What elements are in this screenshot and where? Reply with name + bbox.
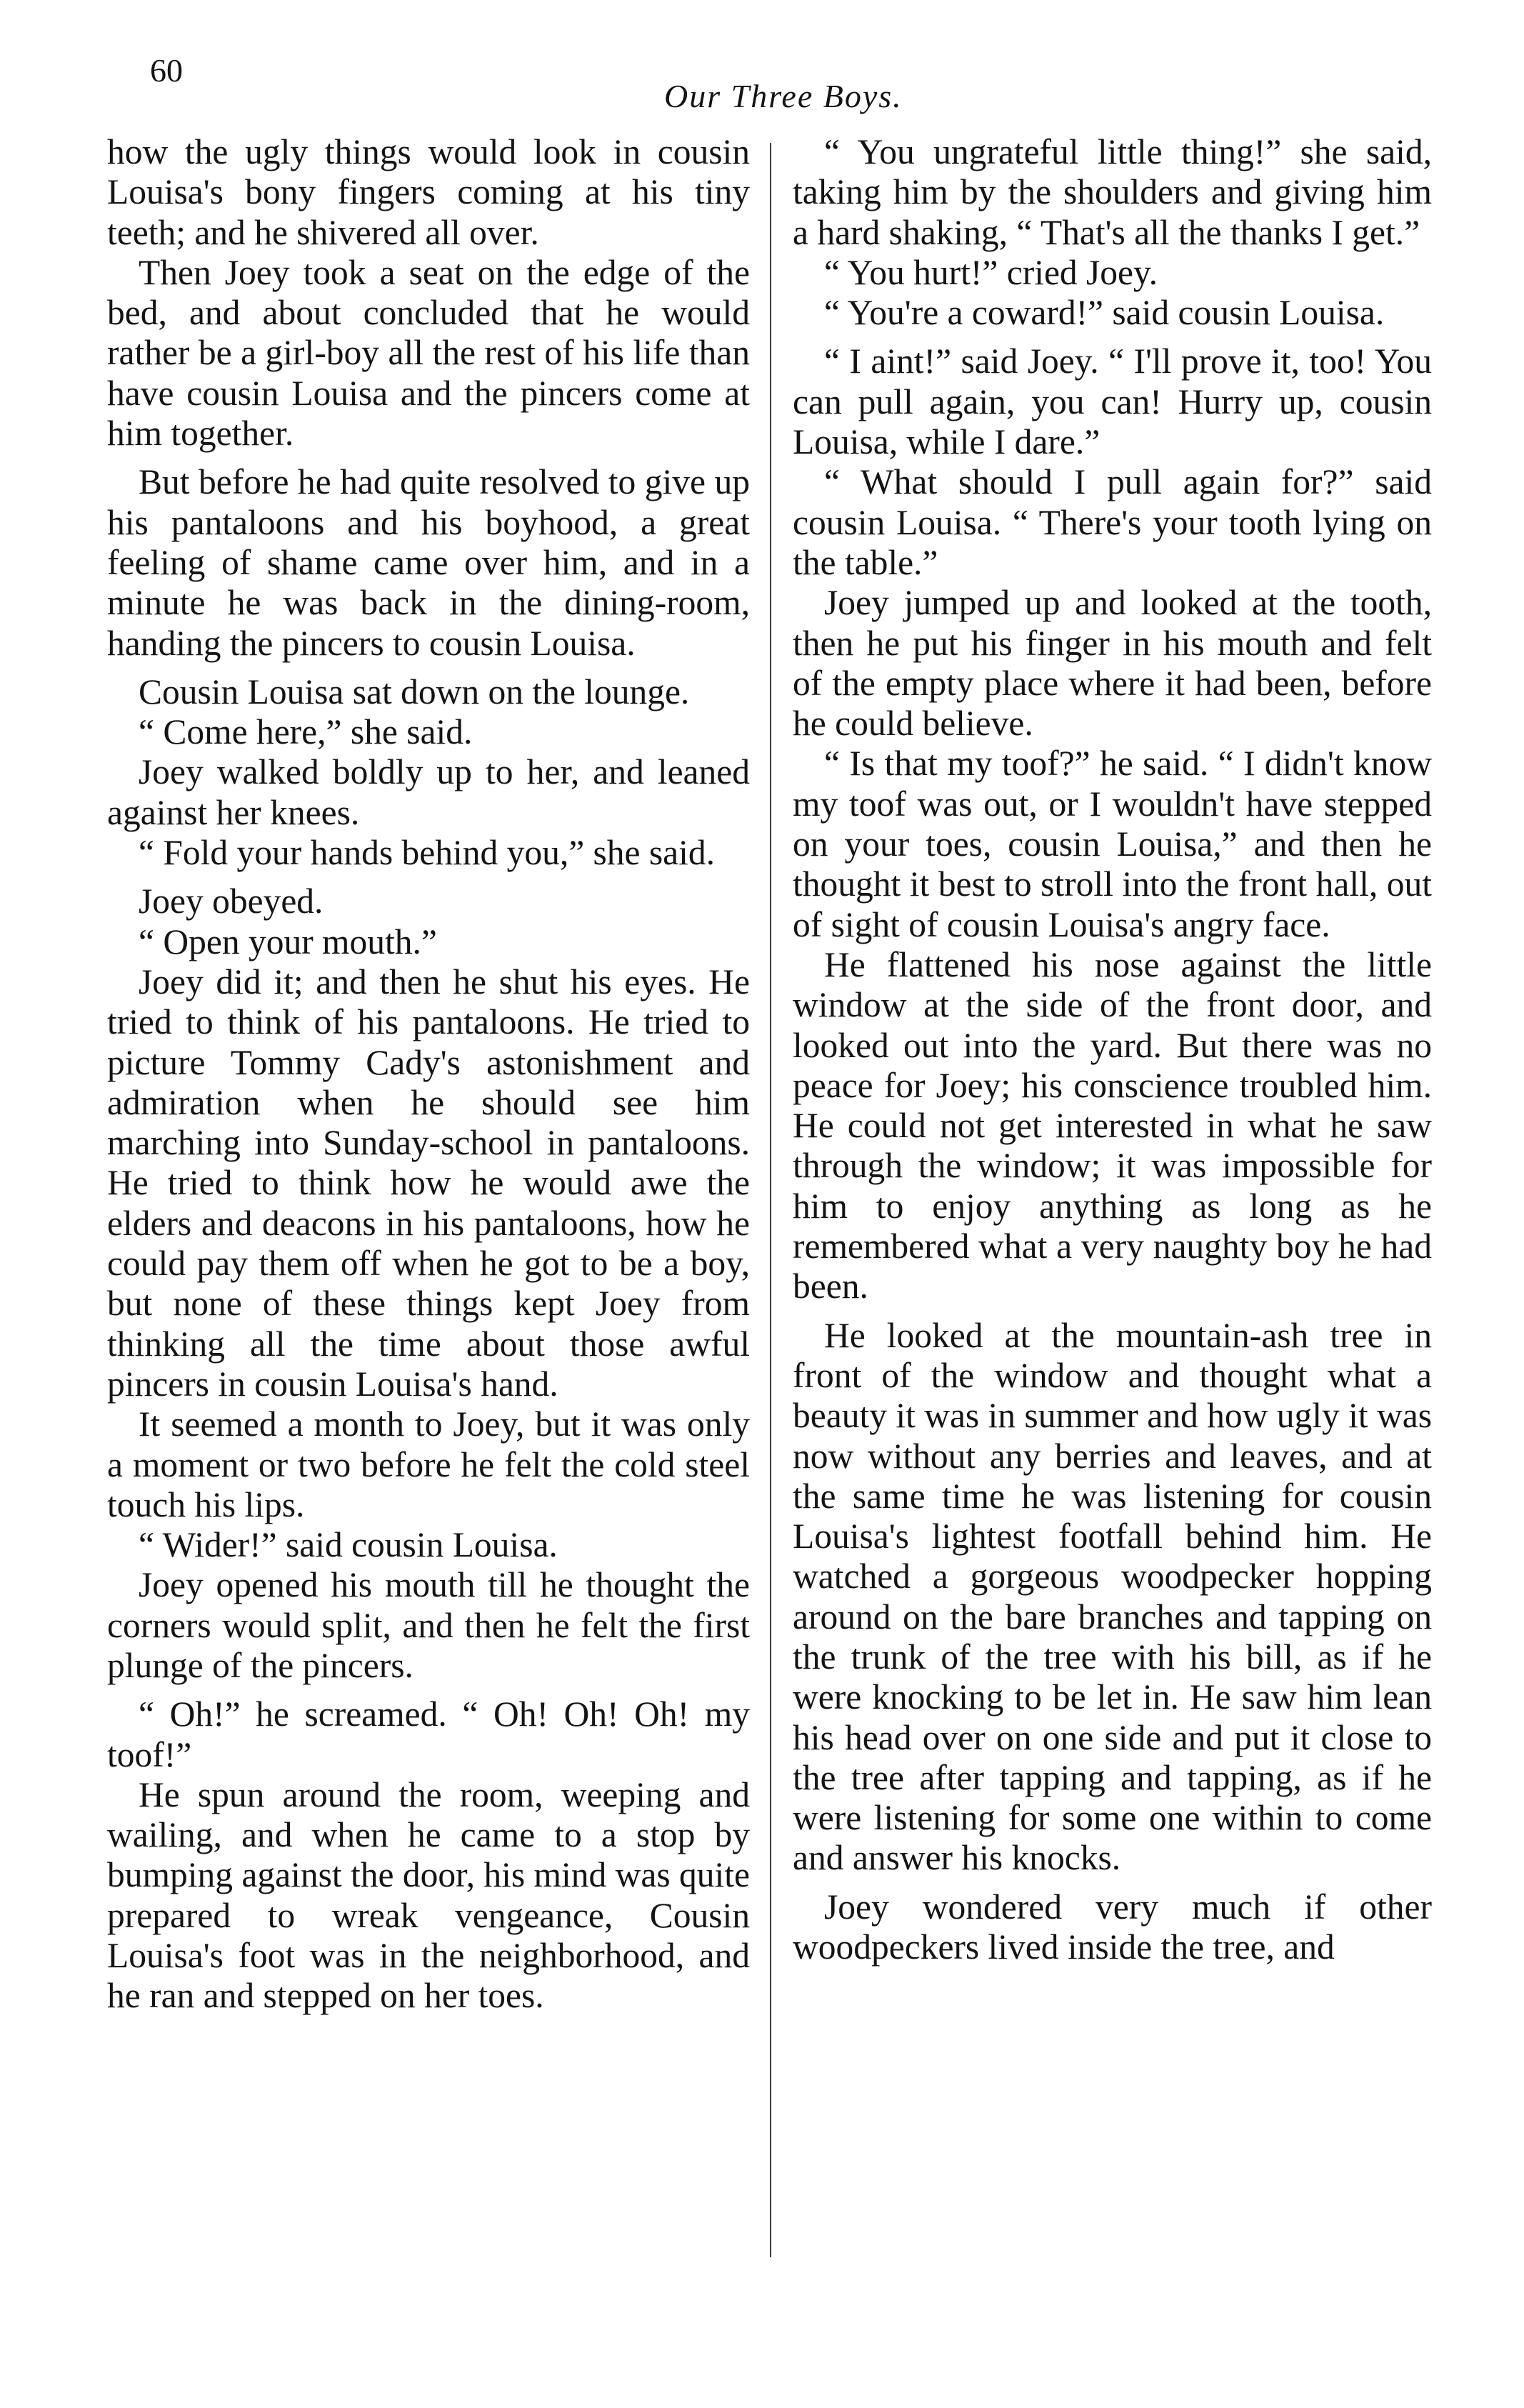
paragraph: “ Oh!” he screamed. “ Oh! Oh! Oh! my toof!” [107,1694,750,1774]
paragraph: “ Open your mouth.” [139,921,437,961]
paragraph: “ I aint!” said Joey. “ I'll prove it, too! You can pull again, you can! Hurry up, cousin Louisa, while I dare.” [793,341,1432,462]
left-column [107,132,750,2017]
paragraph: “ You're a coward!” said cousin Louisa. [824,293,1385,333]
running-title: Our Three Boys. [664,78,903,114]
paragraph: “ You ungrateful little thing!” she said, taking him by the shoulders and giving him a hard shaking, “ That's all the thanks I get.” [793,132,1432,252]
paragraph: He flattened his nose against the little window at the side of the front door, and looked out into the yard. But there was no peace for Joey; his conscience troubled him. He could not get interested in what he saw through the window; it was impossible for him to enjoy anything as long as he remembered what a very naughty boy he had been. [793,944,1432,1307]
paragraph: Joey walked boldly up to her, and leaned against her knees. [107,752,750,832]
paragraph: He looked at the mountain-ash tree in front of the window and thought what a beauty it was in summer and how ugly it was now without any berries and leaves, and at the same time he was listening for cousin Louisa's lightest footfall behind him. He watched a gorgeous woodpecker hopping around on the bare branches and tapping on the trunk of the tree with his bill, as if he were knocking to be let in. He saw him lean his head over on one side and put it close to the tree after tapping and tapping, as if he were listening for some one within to come and answer his knocks. [793,1315,1432,1878]
page-number: 60 [150,52,183,89]
page-header [0,0,1524,129]
paragraph: Cousin Louisa sat down on the lounge. [139,671,690,711]
paragraph: Joey jumped up and looked at the tooth, then he put his finger in his mouth and felt of the empty place where it had been, before he could believe. [793,583,1432,744]
paragraph: “ Wider!” said cousin Louisa. [139,1525,558,1565]
paragraph: “ Come here,” she said. [139,712,473,752]
paragraph: “ Is that my toof?” he said. “ I didn't know my toof was out, or I wouldn't have stepped on your toes, cousin Louisa,” and then he thought it best to stroll into the front hall, out of sight of cousin Louisa's angry face. [793,744,1432,944]
right-column [793,132,1432,1967]
paragraph: Joey obeyed. [139,881,324,921]
column-divider [770,143,771,2257]
paragraph: “ What should I pull again for?” said cousin Louisa. “ There's your tooth lying on the table.” [793,462,1432,582]
paragraph: Joey opened his mouth till he thought the corners would split, and then he felt the first plunge of the pincers. [107,1565,750,1685]
paragraph: Then Joey took a seat on the edge of the bed, and about concluded that he would rather be a girl-boy all the rest of his life than have cousin Louisa and the pincers come at him together. [107,252,750,454]
paragraph: It seemed a month to Joey, but it was only a moment or two before he felt the cold steel touch his lips. [107,1404,750,1524]
paragraph: Joey did it; and then he shut his eyes. He tried to think of his pantaloons. He tried to picture Tommy Cady's astonishment and admiration when he should see him marching into Sunday-school in pantaloons. He tried to think how he would awe the elders and deacons in his pantaloons, how he could pay them off when he got to be a boy, but none of these things kept Joey from thinking all the time about those awful pincers in cousin Louisa's hand. [107,961,750,1404]
paragraph: He spun around the room, weeping and wailing, and when he came to a stop by bumping against the door, his mind was quite prepared to wreak vengeance, Cousin Louisa's foot was in the neighborhood, and he ran and stepped on her toes. [107,1774,750,2016]
paragraph: “ Fold your hands behind you,” she said. [139,833,716,873]
paragraph: Joey wondered very much if other woodpeckers lived inside the tree, and [793,1887,1432,1967]
paragraph: how the ugly things would look in cousin Louisa's bony fingers coming at his tiny teeth; and he shivered all over. [107,132,750,252]
paragraph: But before he had quite resolved to give up his pantaloons and his boyhood, a great feeling of shame came over him, and in a minute he was back in the dining-room, handing the pincers to cousin Louisa. [107,462,750,663]
paragraph: “ You hurt!” cried Joey. [824,252,1158,292]
